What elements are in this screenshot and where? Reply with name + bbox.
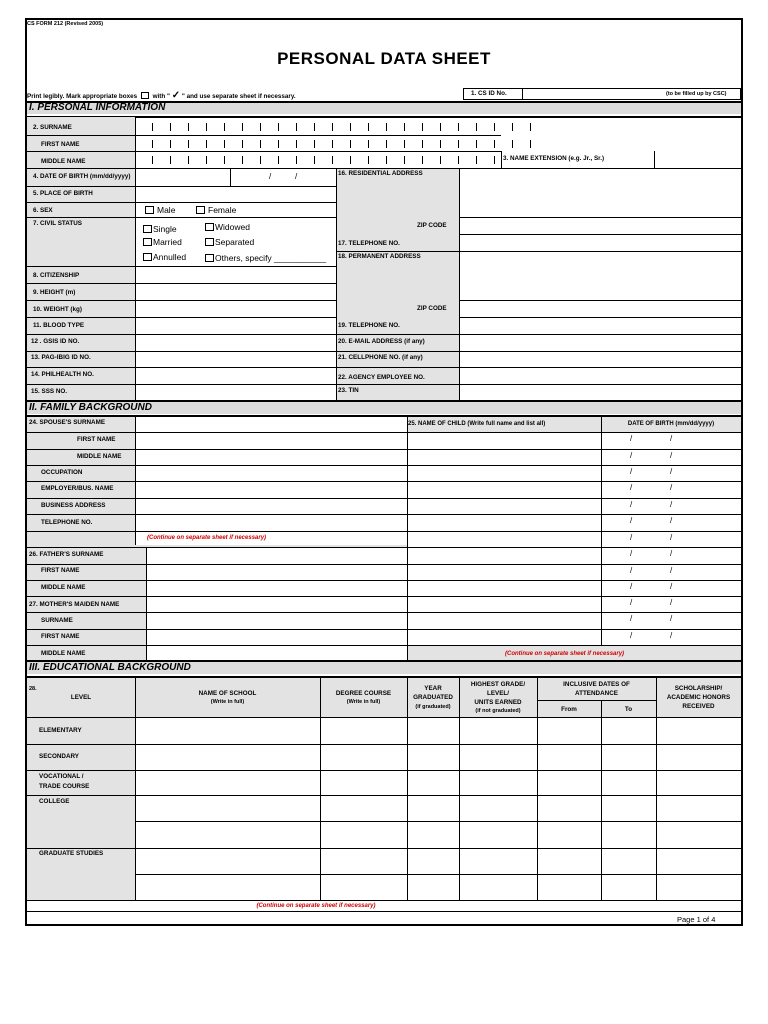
middle-name-label: MIDDLE NAME [41,158,86,165]
child-dob-slash: / [670,614,673,623]
section-educational-background: III. EDUCATIONAL BACKGROUND [27,662,741,674]
pagibig-label: 13. PAG-IBIG ID NO. [31,354,91,361]
surname-label: 2. SURNAME [33,124,72,131]
letter-box-tick [422,140,423,148]
vocational-label-1: VOCATIONAL / [39,773,84,780]
female-checkbox[interactable] [196,206,205,214]
child-dob-slash: / [630,598,633,607]
height-label: 9. HEIGHT (m) [33,289,76,296]
letter-box-tick [332,123,333,131]
instructions-text-2: with " [152,93,170,100]
vocational-label-2: TRADE COURSE [39,783,90,790]
year-header-3: (if graduated) [415,704,451,710]
child-dob-slash: / [630,516,633,525]
others-checkbox[interactable] [205,254,214,262]
married-checkbox[interactable] [143,238,152,246]
degree-subheader: (Write in full) [346,699,381,705]
letter-box-tick [350,140,351,148]
business-address-label: BUSINESS ADDRESS [41,502,106,509]
date-of-birth-label: 4. DATE OF BIRTH (mm/dd/yyyy) [33,173,131,180]
father-middle-name-label: MIDDLE NAME [41,584,86,591]
annulled-label: Annulled [153,252,187,262]
child-dob-slash: / [630,483,633,492]
zip-code-label-2: ZIP CODE [417,305,447,312]
place-of-birth-label: 5. PLACE OF BIRTH [33,190,93,197]
child-dob-slash: / [670,549,673,558]
residential-address-label: 16. RESIDENTIAL ADDRESS [338,170,423,177]
continue-note-education: (Continue on separate sheet if necessary) [256,903,376,909]
place-of-birth-input[interactable] [136,187,335,201]
name-extension-label: 3. NAME EXTENSION (e.g. Jr., Sr.) [503,155,605,162]
letter-box-tick [476,156,477,164]
child-dob-slash: / [670,434,673,443]
letter-box-tick [476,123,477,131]
letter-box-tick [440,140,441,148]
page-number: Page 1 of 4 [677,915,716,924]
letter-box-tick [296,156,297,164]
letter-box-tick [404,156,405,164]
child-dob-slash: / [630,467,633,476]
letter-box-tick [458,123,459,131]
sss-label: 15. SSS NO. [31,388,68,395]
letter-box-tick [440,156,441,164]
letter-box-tick [260,140,261,148]
occupation-label: OCCUPATION [41,469,83,476]
father-first-name-label: FIRST NAME [41,567,80,574]
letter-box-tick [530,140,531,148]
letter-box-tick [152,156,153,164]
letter-box-tick [206,140,207,148]
letter-box-tick [224,123,225,131]
child-dob-slash: / [670,598,673,607]
letter-box-tick [512,123,513,131]
child-dob-slash: / [670,483,673,492]
highest-header-3: UNITS EARNED [474,699,522,706]
level-header: LEVEL [70,694,92,701]
letter-box-tick [332,156,333,164]
letter-box-tick [188,156,189,164]
child-dob-slash: / [630,434,633,443]
widowed-checkbox[interactable] [205,223,214,231]
telephone-label: TELEPHONE NO. [41,519,93,526]
telephone-label-1: 17. TELEPHONE NO. [338,240,400,247]
letter-box-tick [242,123,243,131]
education-number: 28. [29,686,37,692]
child-dob-slash: / [670,467,673,476]
spouse-first-name-label: FIRST NAME [77,436,116,443]
letter-box-tick [260,123,261,131]
letter-box-tick [188,123,189,131]
from-header: From [561,706,577,713]
child-dob-slash: / [630,451,633,460]
child-dob-slash: / [670,533,673,542]
letter-box-tick [170,123,171,131]
child-dob-header: DATE OF BIRTH (mm/dd/yyyy) [627,421,715,427]
spouse-surname-label: 24. SPOUSE'S SURNAME [29,419,106,426]
letter-box-tick [278,140,279,148]
check-mark-icon: ✓ [171,90,181,101]
letter-box-tick [476,140,477,148]
letter-box-tick [278,156,279,164]
year-header-1: YEAR [424,685,442,692]
permanent-address-label: 18. PERMANENT ADDRESS [338,253,421,260]
letter-box-tick [530,123,531,131]
section-family-background: II. FAMILY BACKGROUND [27,402,741,414]
continue-note-children: (Continue on separate sheet if necessary) [505,651,625,657]
annulled-checkbox[interactable] [143,253,152,261]
letter-box-tick [386,123,387,131]
child-dob-slash: / [670,631,673,640]
dob-slash-1: / [269,172,272,181]
letter-box-tick [260,156,261,164]
dates-header-1: INCLUSIVE DATES OF [563,681,630,688]
highest-header-2: LEVEL/ [486,690,510,697]
highest-header-4: (if not graduated) [475,708,521,714]
child-dob-slash: / [630,549,633,558]
letter-box-tick [494,123,495,131]
employer-label: EMPLOYER/BUS. NAME [41,485,114,492]
mother-maiden-name-label: 27. MOTHER'S MAIDEN NAME [29,601,120,608]
widowed-label: Widowed [215,222,250,232]
letter-box-tick [242,140,243,148]
instructions-text: Print legibly. Mark appropriate boxes [27,93,138,100]
elementary-label: ELEMENTARY [39,727,82,734]
child-dob-slash: / [630,614,633,623]
weight-label: 10. WEIGHT (kg) [33,306,82,313]
blood-type-label: 11. BLOOD TYPE [33,322,85,329]
child-dob-slash: / [670,516,673,525]
letter-box-tick [440,123,441,131]
gsis-label: 12 . GSIS ID NO. [31,338,80,345]
instructions [27,90,296,101]
letter-box-tick [332,140,333,148]
scholarship-header-3: RECEIVED [682,703,715,710]
child-dob-slash: / [630,533,633,542]
name-extension-input[interactable] [655,152,741,167]
child-dob-slash: / [630,631,633,640]
csc-note: (to be filled up by CSC) [666,91,727,97]
letter-box-tick [368,123,369,131]
sex-label: 6. SEX [33,207,53,214]
instructions-text-3: " and use separate sheet if necessary. [181,93,296,100]
letter-box-tick [368,140,369,148]
letter-box-tick [422,156,423,164]
letter-box-tick [224,156,225,164]
female-label: Female [208,205,237,215]
email-label: 20. E-MAIL ADDRESS (if any) [338,338,425,345]
graduate-studies-label: GRADUATE STUDIES [39,850,104,857]
letter-box-tick [170,140,171,148]
year-header-2: GRADUATED [413,694,453,701]
scholarship-header-2: ACADEMIC HONORS [666,694,731,701]
child-dob-slash: / [630,500,633,509]
male-label: Male [157,205,176,215]
section-personal-information: I. PERSONAL INFORMATION [27,102,741,114]
letter-box-tick [350,156,351,164]
letter-box-tick [314,123,315,131]
letter-box-tick [206,156,207,164]
letter-box-tick [368,156,369,164]
others-label: Others, specify ___________ [215,253,327,263]
telephone-label-2: 19. TELEPHONE NO. [338,322,400,329]
letter-box-tick [152,140,153,148]
form-code: CS FORM 212 (Revised 2005) [27,21,104,27]
letter-box-tick [512,140,513,148]
child-dob-slash: / [670,582,673,591]
letter-box-tick [458,156,459,164]
letter-box-tick [296,123,297,131]
letter-box-tick [458,140,459,148]
mother-middle-name-label: MIDDLE NAME [41,650,86,657]
school-header: NAME OF SCHOOL [198,690,257,697]
continue-note-family: (Continue on separate sheet if necessary) [147,535,267,541]
mother-first-name-label: FIRST NAME [41,633,80,640]
male-checkbox[interactable] [145,206,154,214]
college-label: COLLEGE [39,798,70,805]
degree-header: DEGREE COURSE [335,690,392,697]
dob-slash-2: / [295,172,298,181]
letter-box-tick [224,140,225,148]
letter-box-tick [350,123,351,131]
letter-box-tick [242,156,243,164]
child-dob-slash: / [670,500,673,509]
letter-box-tick [152,123,153,131]
separated-checkbox[interactable] [205,238,214,246]
zip-code-label-1: ZIP CODE [417,222,447,229]
school-subheader: (Write in full) [210,699,245,705]
tin-label: 23. TIN [338,387,359,394]
father-surname-label: 26. FATHER'S SURNAME [29,551,104,558]
highest-header-1: HIGHEST GRADE/ [470,681,526,688]
letter-box-tick [494,156,495,164]
letter-box-tick [188,140,189,148]
letter-box-tick [404,140,405,148]
to-header: To [624,706,633,713]
letter-box-tick [206,123,207,131]
cellphone-label: 21. CELLPHONE NO. (if any) [338,354,423,361]
single-checkbox[interactable] [143,225,152,233]
citizenship-label: 8. CITIZENSHIP [33,272,80,279]
child-dob-slash: / [630,566,633,575]
cs-id-label: 1. CS ID No. [471,90,507,97]
letter-box-tick [170,156,171,164]
child-dob-slash: / [670,566,673,575]
letter-box-tick [404,123,405,131]
first-name-label: FIRST NAME [41,141,80,148]
scholarship-header-1: SCHOLARSHIP/ [674,685,723,692]
mother-surname-label: SURNAME [41,617,73,624]
philhealth-label: 14. PHILHEALTH NO. [31,371,94,378]
letter-box-tick [296,140,297,148]
separated-label: Separated [215,237,255,247]
child-dob-slash: / [630,582,633,591]
dates-header-2: ATTENDANCE [575,690,618,697]
cs-id-input[interactable] [523,89,648,99]
letter-box-tick [386,156,387,164]
agency-employee-label: 22. AGENCY EMPLOYEE NO. [338,374,425,381]
letter-box-tick [422,123,423,131]
personal-data-sheet-form [25,18,743,926]
checkbox-sample-icon [141,92,149,99]
spouse-middle-name-label: MIDDLE NAME [77,453,122,460]
letter-box-tick [386,140,387,148]
secondary-label: SECONDARY [39,753,80,760]
page-title: PERSONAL DATA SHEET [277,49,491,68]
married-label: Married [153,237,182,247]
child-dob-slash: / [670,451,673,460]
letter-box-tick [494,140,495,148]
civil-status-label: 7. CIVIL STATUS [33,220,82,227]
letter-box-tick [314,140,315,148]
letter-box-tick [278,123,279,131]
letter-box-tick [314,156,315,164]
child-name-header: 25. NAME OF CHILD (Write full name and list all) [408,421,546,427]
single-label: Single [153,224,177,234]
